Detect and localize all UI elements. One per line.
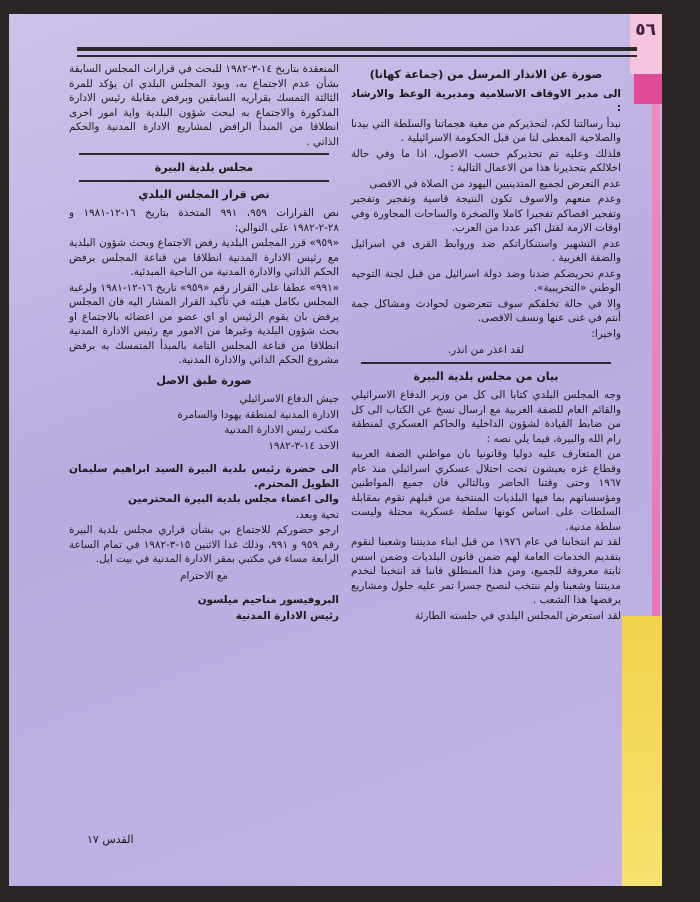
letter-closing: مع الاحترام: [180, 569, 228, 582]
magazine-page: [9, 14, 662, 886]
letter-greeting: تحية وبعد،: [295, 508, 339, 521]
heading-true-copy: صورة طبق الاصل: [156, 373, 252, 387]
paragraph: المنعقدة بتاريخ ١٤-٣-١٩٨٢ للبحث في قرارات المجلس السابقة بشأن عدم الاجتماع به، ويود المجلس البلدي ان يؤكد للمرة الثالثة التمسك بقراريه السابقين وبرفض مقابلة رئيس الادارة المذكورة والاجتماع به لبحث شؤون البلدية واية امور اخرى انطلاقا من المبدأ الرافض لمشاريع الادارة المدنية والحكم الذاتي .: [69, 63, 340, 148]
section-divider: [79, 153, 329, 155]
paragraph: «٩٥٩» قرر المجلس البلدية رفض الاجتماع وبحث شؤون البلدية مع رئيس الادارة المدنية انطلاقا من قناعة المجلس برفض الحكم الذاتي والادارة المدنية من الناحية المبدئية.: [69, 237, 339, 278]
heading-kahana-warning: صورة عن الانذار المرسل من (جماعة كهانا): [369, 68, 603, 81]
letter-addressee: والى اعضاء مجلس بلدية البيرة المحترمين: [127, 493, 339, 505]
closing-line: لقد اعذر من انذر.: [447, 344, 525, 356]
paragraph: وجه المجلس البلدي كتابا الى كل من وزير الدفاع الاسرائيلي والقائم العام للضفة الغربية مع ارسال نسخ عن الكتاب الى كل من ضابط القيادة لشؤون الداخلية والحاكم العسكري لمنطقة رام الله والبيرة، فيما يلي نصه :: [351, 389, 621, 445]
paragraph: وعدم تحريضكم ضدنا وضد دولة اسرائيل من قبل لجنة التوجيه الوطني «التخريبية».: [351, 267, 621, 294]
letter-line: مكتب رئيس الادارة المدنية: [224, 424, 339, 436]
paragraph: لقد تم انتخابنا في عام ١٩٧٦ من قبل ابناء مدينتنا وشعبنا لنقوم بتقديم الخدمات العامة لهم ضمن قانون البلديات وضمن اسس ثابتة معروفة للجميع، ومن هذا المنطلق فاننا قد انتخبنا لنخدم مدينتنا وشعبنا ولم ننتخب لنصبح جسرا تمر عليه حلول ومشاريع يرفضها هذا الشعب .: [351, 536, 621, 606]
section-divider: [361, 362, 611, 364]
paragraph: وعدم منعهم والاسوف تكون النتيجة قاسية وتفجير وتفجير وتفجير اقصاكم تفجيرا كاملا والصخرة والساحات المجاورة وفي اوقات الازمة لقتل اكبر عددا من العرب.: [351, 193, 621, 234]
signature-title: رئيس الادارة المدنية: [235, 609, 339, 622]
letter-addressee: الى حضرة رئيس بلدية البيرة السيد ابراهيم سليمان الطويل المحترم.: [69, 463, 339, 490]
paragraph: لقد استعرض المجلس البلدي في جلسته الطارئة: [414, 609, 621, 622]
paragraph: والا في حالة تخلفكم سوف تتعرضون لحوادث ومشاكل جمة أنتم في غنى عنها ونسف الاقصى.: [351, 297, 621, 324]
paragraph: نبدأ رسالتنا لكم، لتحذيركم من مغبة هجماتنا والسلطة التي بيدنا والصلاحية المعطى لنا من قبل الحكومة الاسرائيلية .: [351, 117, 621, 144]
top-rule: [77, 47, 637, 51]
yellow-edge: [622, 616, 662, 886]
signature-name: البروفيسور مناحيم ميلسون: [197, 594, 339, 606]
paragraph: عدم التعرض لجميع المتدينيين اليهود من الصلاة في الاقصى: [369, 177, 621, 190]
left-column: [69, 62, 339, 624]
paragraph: «٩٩١» عطفا على القرار رقم «٩٥٩» تاريخ ١٦-١٢-١٩٨١ ولرغبة المجلس بكامل هيئته في تأكيد القرار المشار اليه فان المجلس يرفض بان يقوم الرئيس او اي عضو من اعضائه بالاجتماع او بحث شؤون البلدية وغيرها من الامور مع رئيس الادارة المدنية انطلاقا من قناعة المجلس التامة بالمبدأ المتمسك به برفض مشروع الحكم الذاتي والادارة المدنية.: [69, 281, 339, 366]
corner-page-number: ٥٦: [635, 20, 656, 40]
paragraph: واخيرا:: [591, 327, 621, 340]
paragraph: عدم التشهير واستنكاراتكم ضد وروابط القرى في اسرائيل والضفة الغربية .: [351, 237, 621, 264]
section-divider: [79, 180, 329, 182]
top-rule-thin: [77, 55, 637, 57]
heading-council-decision: نص قرار المجلس البلدي: [138, 187, 270, 201]
letter-line: جيش الدفاع الاسرائيلي: [239, 393, 339, 405]
letter-date: الاحد ١٤-٣-١٩٨٢: [268, 439, 339, 452]
right-column: [351, 62, 621, 624]
paragraph: نص القرارات ٩٥٩، ٩٩١ المتخذة بتاريخ ١٦-١٢-١٩٨١ و ٢٨-٢-١٩٨٢ على التوالي:: [69, 207, 339, 234]
paragraph: فلذلك وعليه تم تحذيركم حسب الاصول، اذا ما وفي حالة اخلالكم بتحذيرنا هذا من الاعمال التالية :: [351, 147, 621, 174]
letter-line: الادارة المدنية لمنطقة يهودا والسامرة: [177, 408, 339, 421]
paragraph: من المتعارف عليه دوليا وقانونيا بان مواطني الضفة العربية وقطاع غزه يعيشون تحت احتلال عسكري اسرائيلي منذ عام ١٩٦٧ وحتى وقتنا الحاضر وبالتالي فان جميع المواطنين ومؤسساتهم بما فيها البلديات المنتخبة من قبلهم تقوم بمقابلة السلطات على اساس كونها سلطة عسكرية محتلة وليست سلطة مدنية.: [351, 448, 621, 533]
warning-addressee: الى مدير الاوقاف الاسلامية ومديرية الوعظ والارشاد :: [351, 87, 621, 114]
heading-bireh-council: مجلس بلدية البيرة: [154, 161, 254, 174]
heading-bireh-statement: بيان من مجلس بلدية البيرة: [413, 369, 559, 383]
page-footer: القدس ١٧: [87, 833, 134, 846]
paragraph: ارجو حضوركم للاجتماع بي بشأن قراري مجلس بلدية البيرة رقم ٩٥٩ و ٩٩١، وذلك غدا الاثنين ١٥-٣-١٩٨٢ في تمام الساعة الرابعة مساء في مكتبي بمقر الادارة المدنية في بيت ايل.: [69, 524, 340, 565]
corner-tab: [630, 14, 662, 74]
